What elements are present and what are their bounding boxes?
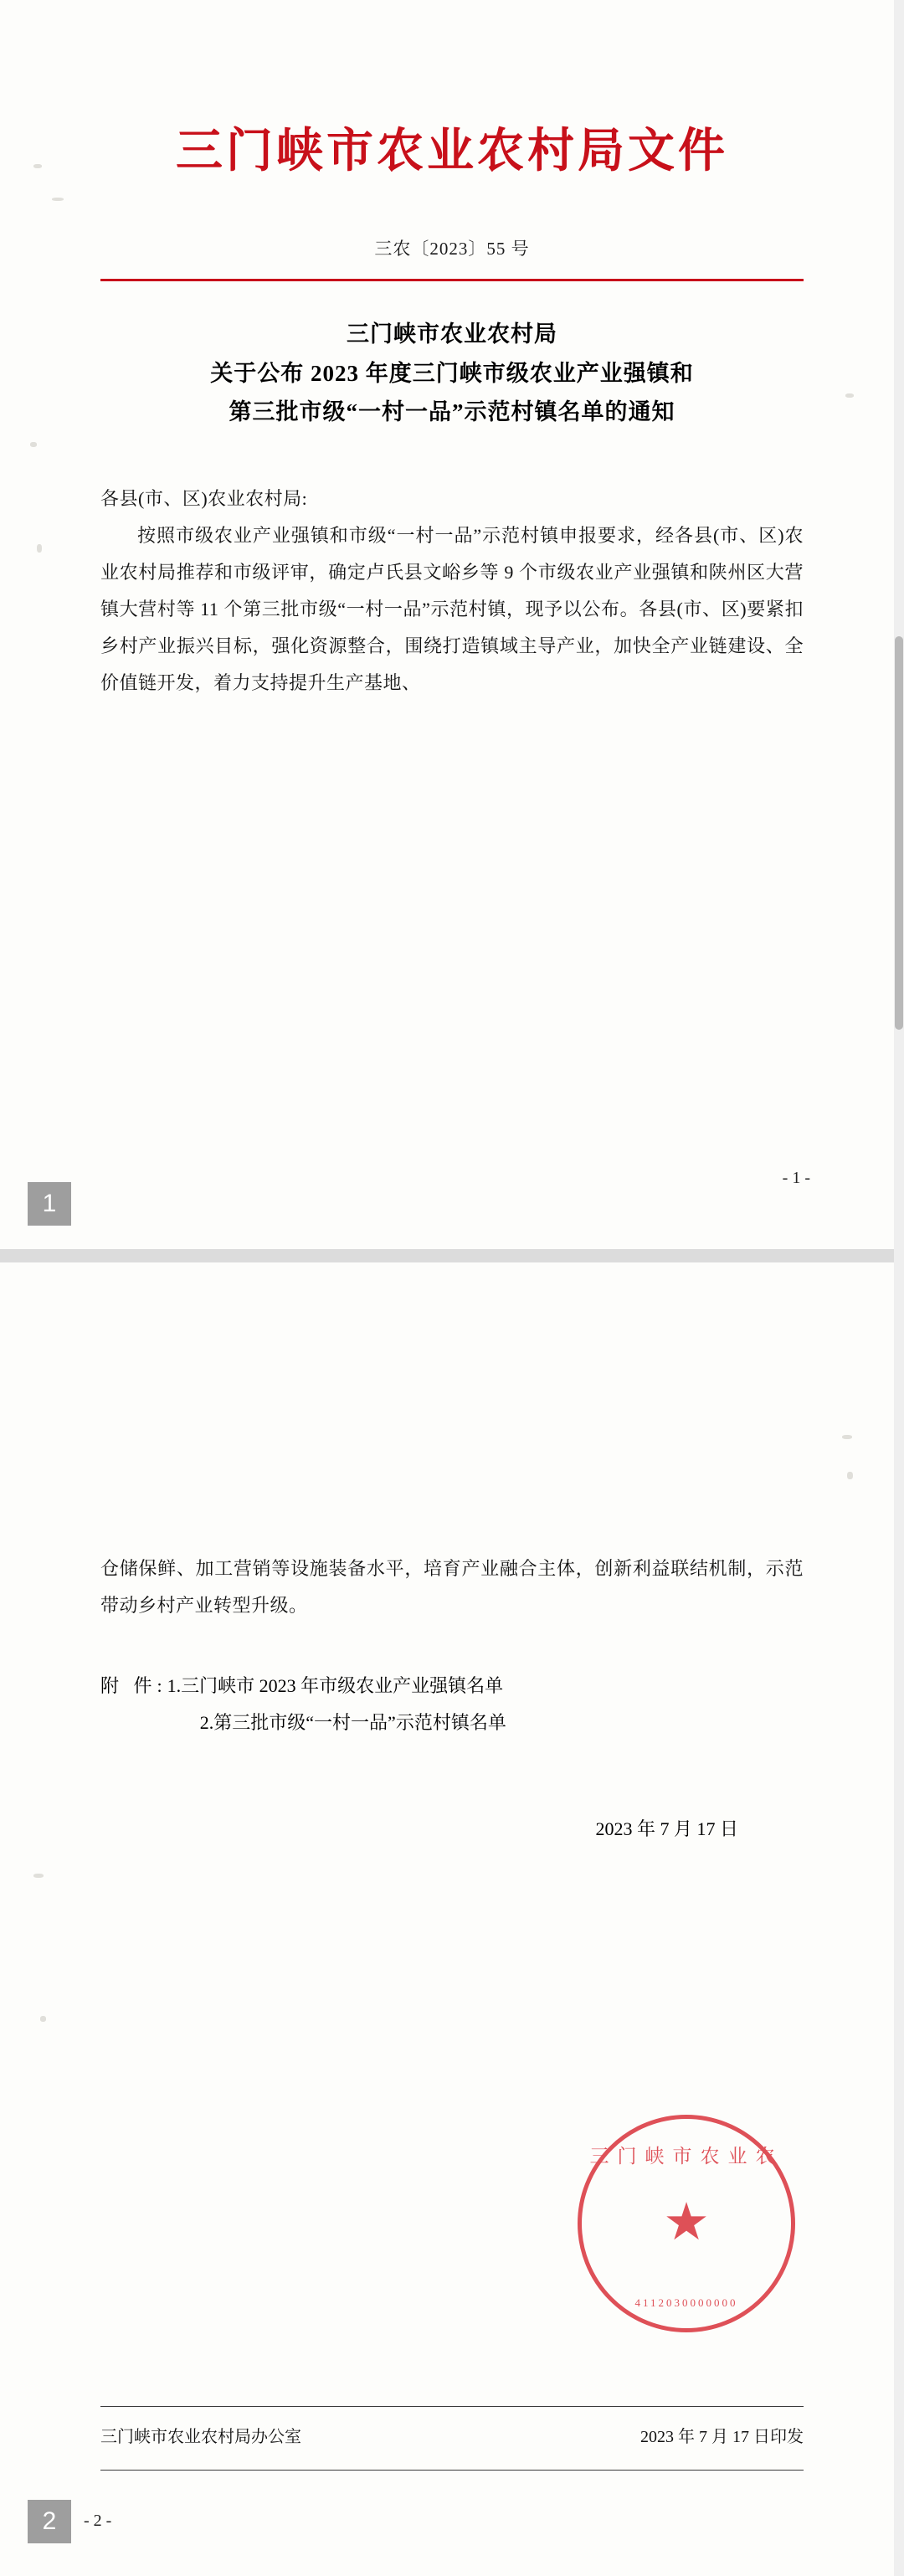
red-divider-rule (100, 279, 804, 281)
attachments (100, 1668, 804, 1741)
issue-date: 2023 年 7 月 17 日 (595, 1818, 738, 1839)
page-separator (0, 1249, 904, 1262)
distribution-row (100, 2423, 804, 2447)
salutation: 各县(市、区)农业农村局: (100, 487, 308, 509)
page-1-body (100, 481, 804, 702)
attachment-item-1: 1.三门峡市 2023 年市级农业产业强镇名单 (167, 1675, 504, 1696)
attachment-line-1 (100, 1668, 804, 1704)
distribution-office: 三门峡市农业农村局办公室 (100, 2428, 301, 2446)
vertical-scrollbar[interactable] (894, 0, 904, 2576)
paper-speck (33, 164, 42, 168)
seal-bottom-text: 4112030000000 (634, 2296, 738, 2309)
page-2-body (100, 1262, 804, 1624)
footer-rule-bottom (100, 2470, 804, 2471)
seal-top-text: 三门峡市农业农 (589, 2146, 783, 2167)
masthead-title: 三门峡市农业农村局文件 (176, 126, 728, 177)
attachment-label: 附 件: (100, 1675, 167, 1696)
paper-speck (52, 198, 64, 201)
seal-star-icon: ★ (663, 2193, 710, 2251)
title-line-3: 第三批市级“一村一品”示范村镇名单的通知 (229, 399, 675, 425)
masthead (100, 0, 804, 180)
document-page-1 (0, 0, 904, 1249)
paper-speck (847, 1472, 853, 1479)
document-page-2 (0, 1262, 904, 2576)
paragraph-1: 按照市级农业产业强镇和市级“一村一品”示范村镇申报要求，经各县(市、区)农业农村局推荐和市级评审，确定卢氏县文峪乡等 9 个市级农业产业强镇和陕州区大营镇大营村等 11 个第三批市级“一村一品”示范村镇，现予以公布。各县(市、区)要紧扣乡村产业振兴目标，强化资源整合，围绕打造镇域主导产业，加快全产业链建设、全价值链开发，着力支持提升生产基地、 (100, 524, 804, 693)
page-thumbnail-badge-1[interactable]: 1 (28, 1182, 71, 1226)
footer-rule-top (100, 2406, 804, 2407)
page-1-folio: - 1 - (782, 1169, 810, 1187)
title-line-1: 三门峡市农业农村局 (347, 321, 557, 347)
paper-speck (37, 544, 42, 553)
distribution-date: 2023 年 7 月 17 日印发 (640, 2428, 804, 2446)
page-thumbnail-badge-2[interactable]: 2 (28, 2500, 71, 2543)
attachment-item-2: 2.第三批市级“一村一品”示范村镇名单 (199, 1712, 506, 1733)
paper-speck (33, 1874, 44, 1878)
document-number: 三农〔2023〕55 号 (374, 239, 530, 260)
paper-speck (842, 1435, 852, 1439)
title-line-2: 关于公布 2023 年度三门峡市级农业产业强镇和 (210, 360, 694, 386)
page-2-content (100, 1262, 804, 1841)
paper-speck (845, 393, 854, 398)
document-title (100, 315, 804, 431)
page-1-content (100, 0, 804, 702)
scrollbar-thumb[interactable] (895, 636, 903, 1030)
paragraph-2: 仓储保鲜、加工营销等设施装备水平，培育产业融合主体，创新利益联结机制，示范带动乡村产业转型升级。 (100, 1558, 804, 1616)
paper-speck (30, 442, 37, 447)
official-seal-icon (578, 2115, 795, 2332)
page-2-folio: - 2 - (84, 2512, 112, 2530)
paper-speck (40, 2016, 46, 2022)
